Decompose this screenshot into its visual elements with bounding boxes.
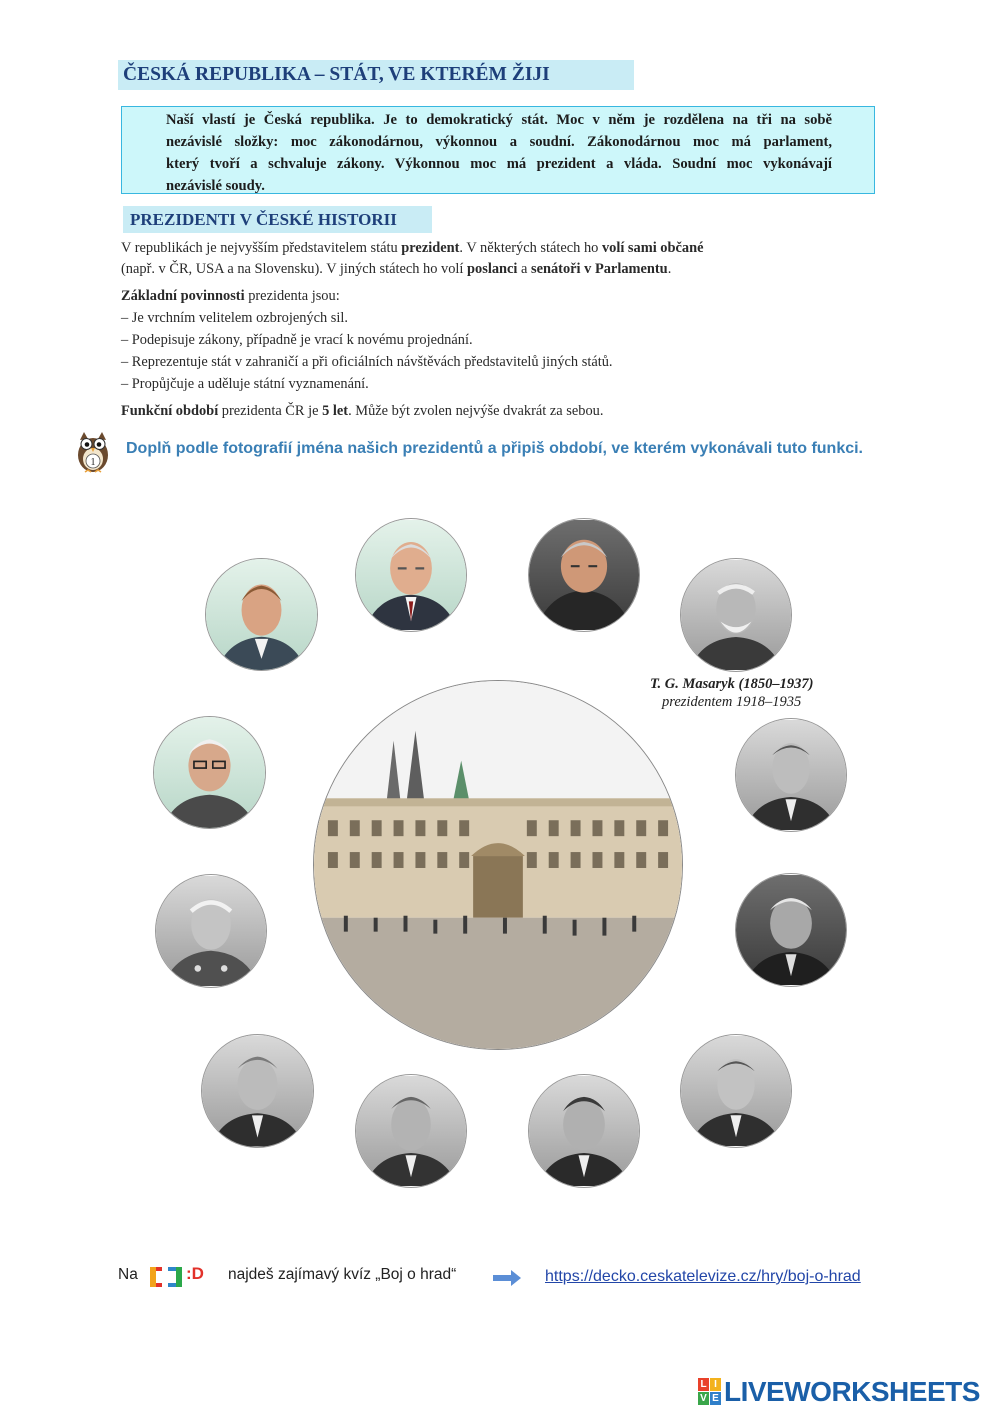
badge-letter: E <box>710 1392 721 1405</box>
footer-text: najdeš zajímavý kvíz „Boj o hrad“ <box>228 1266 457 1283</box>
badge-letter: L <box>698 1378 709 1391</box>
bold-span: Základní povinnosti <box>121 288 245 304</box>
portrait-husak <box>153 716 266 829</box>
ct-logo-text: :D <box>186 1264 204 1283</box>
portrait-svoboda <box>155 874 267 988</box>
masaryk-term: prezidentem 1918–1935 <box>662 694 802 710</box>
portrait-benes-1 <box>735 718 847 832</box>
bold-span: Funkční období <box>121 403 219 419</box>
duties-heading <box>121 286 340 306</box>
portrait-masaryk <box>680 558 792 672</box>
section-title: PREZIDENTI V ČESKÉ HISTORII <box>123 206 432 233</box>
boj-o-hrad-link[interactable]: https://decko.ceskatelevize.cz/hry/boj-o-hrad <box>545 1268 861 1285</box>
text-span: . Může být zvolen nejvýše dvakrát za sebou. <box>348 403 604 419</box>
portrait-zeman <box>528 518 640 632</box>
badge-letter: V <box>698 1392 709 1405</box>
liveworksheets-logo: LIVEWORKSHEETS <box>724 1376 980 1407</box>
text-span: . <box>667 261 672 277</box>
portrait-gottwald <box>528 1074 640 1188</box>
liveworksheets-badge-icon <box>698 1378 722 1406</box>
intro-line: který tvoří a schvaluje zákony. Výkonnou moc má prezident a vláda. Soudní moc vykonávají <box>166 156 832 172</box>
duty-item: – Je vrchním velitelem ozbrojených sil. <box>121 310 348 326</box>
owl-icon <box>74 428 112 474</box>
portrait-hacha <box>735 873 847 987</box>
duty-item: – Reprezentuje stát v zahraničí a při oficiálních návštěvách představitelů jiných států. <box>121 354 613 370</box>
duty-item: – Podepisuje zákony, případně je vrací k novému projednání. <box>121 332 473 348</box>
bold-span: volí sami občané <box>601 240 704 256</box>
bold-span: prezident <box>401 240 460 256</box>
text-span: prezidenta ČR je <box>218 403 323 419</box>
text-span: a <box>517 261 531 277</box>
bold-span: 5 let <box>322 403 349 419</box>
bold-span: poslanci <box>467 261 518 277</box>
bold-span: senátoři v Parlamentu <box>531 261 668 277</box>
badge-letter: I <box>710 1378 721 1391</box>
portrait-novotny <box>201 1034 314 1148</box>
portrait-havel <box>205 558 318 671</box>
text-span: prezidenta jsou: <box>244 288 340 304</box>
intro-box <box>121 106 875 194</box>
page-title: ČESKÁ REPUBLIKA – STÁT, VE KTERÉM ŽIJI <box>118 60 634 90</box>
intro-line: nezávislé soudy. <box>166 178 265 194</box>
footer-na: Na <box>118 1266 138 1283</box>
arrow-right-icon <box>491 1268 523 1288</box>
portrait-klaus <box>355 518 467 632</box>
text-span: . V některých státech ho <box>459 240 602 256</box>
intro-line: Naší vlastí je Česká republika. Je to demokratický stát. Moc v něm je rozdělena na tři na sobě <box>166 112 832 128</box>
text-span: (např. v ČR, USA a na Slovensku). V jiných státech ho volí <box>121 261 468 277</box>
text-span: V republikách je nejvyšším představitelem státu <box>121 240 402 256</box>
intro-line: nezávislé složky: moc zákonodárnou, výkonnou a soudní. Zákonodárnou moc má parlament, <box>166 134 832 150</box>
portrait-benes-2 <box>680 1034 792 1148</box>
duty-item: – Propůjčuje a uděluje státní vyznamenání. <box>121 376 369 392</box>
paragraph-line <box>121 238 703 258</box>
paragraph-line <box>121 259 671 279</box>
task-number: 1 <box>90 457 96 468</box>
masaryk-name: T. G. Masaryk (1850–1937) <box>650 676 814 692</box>
portrait-zapotocky <box>355 1074 467 1188</box>
task-instruction: Doplň podle fotografií jména našich prezidentů a připiš období, ve kterém vykonávali tuto funkci. <box>126 440 863 457</box>
prague-castle-image <box>313 680 683 1050</box>
term-line <box>121 401 603 421</box>
ct-logo-icon <box>148 1265 184 1289</box>
